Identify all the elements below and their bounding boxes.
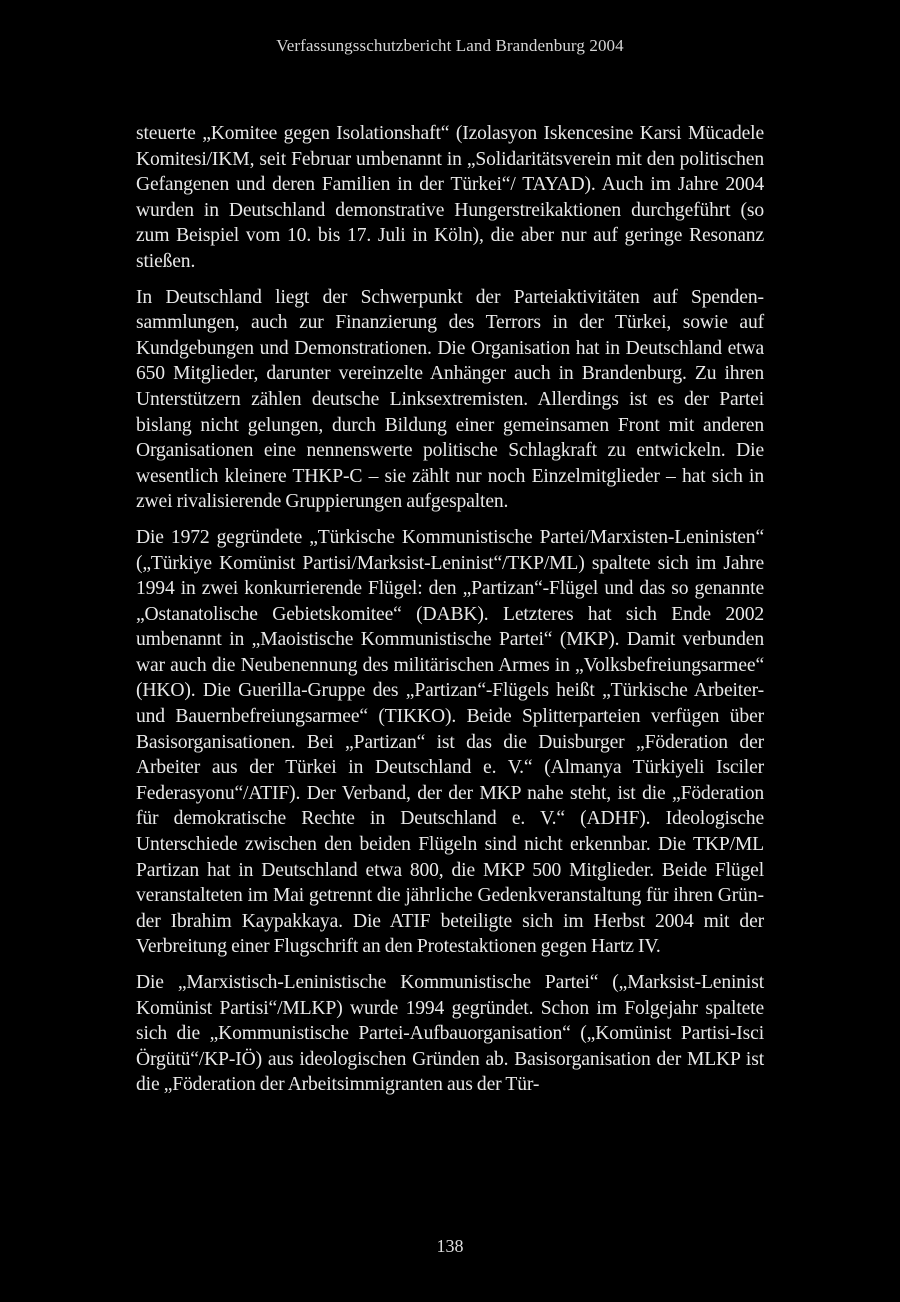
page-body bbox=[136, 121, 764, 1108]
paragraph-mlkp: Die „Marxistisch-Leninistische Kommunistische Partei“ („Marksist-Leninist Komünist Partisi“/MLKP) wurde 1994 gegründet. Schon im Folgejahr spaltete sich die „Kommunistische Partei-Aufbauorganisation“ („Komünist Partisi-Isci Örgütü“/KP-IÖ) aus ideologischen Gründen ab. Basisorganisation der MLKP ist die „Föderation der Arbeitsimmigranten aus der Tür- bbox=[136, 972, 764, 1096]
page-number: 138 bbox=[436, 1236, 464, 1256]
paragraph-tkp-ml: Die 1972 gegründete „Türkische Kommunistische Partei/Marxisten-Leninisten“ („Türkiye Komünist Partisi/Marksist-Leninist“/TKP/ML) spaltete sich im Jahre 1994 in zwei konkurrierende Flügel: den „Partizan“-Flügel und das so genannte „Ostanatolische Gebietskomitee“ (DABK). Letzteres hat sich Ende 2002 umbenannt in „Maoistische Kommunistische Partei“ (MKP). Damit verbunden war auch die Neubenennung des militärischen Armes in „Volksbefreiungsarmee“ (HKO). Die Guerilla-Gruppe des „Partizan“-Flügels heißt „Türkische Arbeiter- und Bauernbefreiungsarmee“ (TIKKO). Beide Splitterparteien verfügen über Basisorganisationen. Bei „Partizan“ ist das die Duisburger „Föderation der Arbeiter aus der Türkei in Deutschland e. V.“ (Almanya Türkiyeli Isciler Federasyonu“/ATIF). Der Verband, der der MKP nahe steht, ist die „Föderation für demokratische Rechte in Deutschland e. V.“ (ADHF). Ideologische Unterschiede zwischen den beiden Flügeln sind nicht erkennbar. Die TKP/ML Partizan hat in Deutschland etwa 800, die MKP 500 Mitglieder. Beide Flügel veranstalteten im Mai getrennt die jährliche Gedenkveranstaltung für ihren Gründer Ibrahim Kaypakkaya. Die ATIF beteiligte sich im Herbst 2004 mit der Verbreitung einer Flugschrift an den Protestaktionen gegen Hartz IV. bbox=[136, 526, 764, 958]
paragraph-tayad: steuerte „Komitee gegen Isolationshaft“ (Izolasyon Iskencesine Karsi Mücadele Komitesi/IKM, seit Februar umbenannt in „Solidaritätsverein mit den politischen Gefangenen und deren Familien in der Türkei“/ TAYAD). Auch im Jahre 2004 wurden in Deutschland demonstrative Hungerstreikaktionen durchgeführt (so zum Beispiel vom 10. bis 17. Juli in Köln), die aber nur auf geringe Resonanz stießen. bbox=[136, 123, 764, 272]
paragraph-party-activities: In Deutschland liegt der Schwerpunkt der Parteiaktivitäten auf Spendensammlungen, auch zur Finanzierung des Terrors in der Türkei, sowie auf Kundgebungen und Demonstrationen. Die Organisation hat in Deutschland etwa 650 Mitglieder, darunter vereinzelte Anhänger auch in Brandenburg. Zu ihren Unterstützern zählen deutsche Linksextremisten. Allerdings ist es der Partei bislang nicht gelungen, durch Bildung einer gemeinsamen Front mit anderen Organisationen eine nennenswerte politische Schlagkraft zu entwickeln. Die wesentlich kleinere THKP-C – sie zählt nur noch Einzelmitglieder – hat sich in zwei rivalisierende Gruppierungen aufgespalten. bbox=[136, 286, 764, 513]
running-header: Verfassungsschutzbericht Land Brandenburg 2004 bbox=[276, 36, 624, 55]
